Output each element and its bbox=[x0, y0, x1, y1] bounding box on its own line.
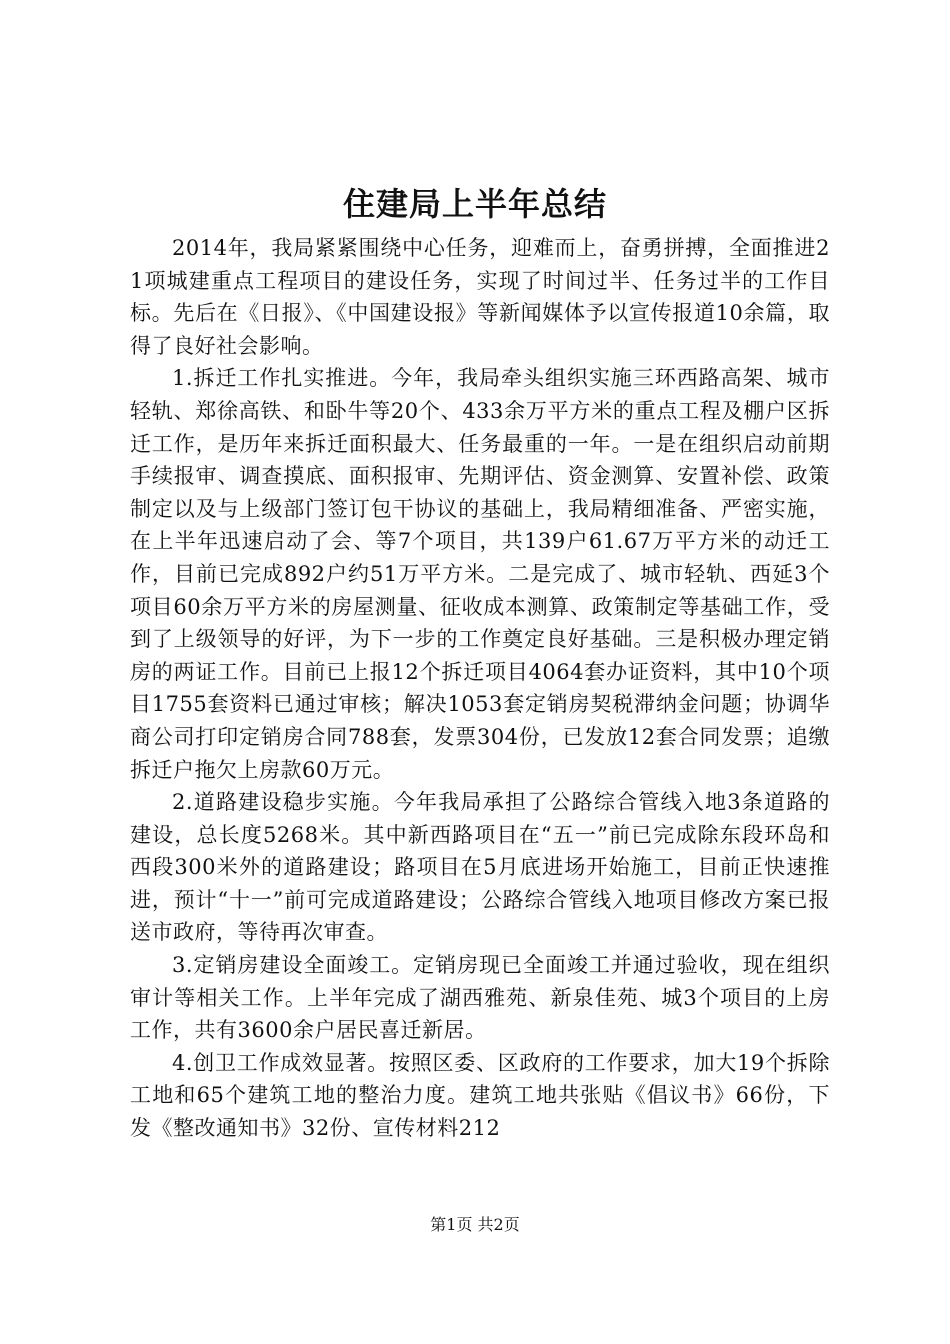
page-number-footer: 第1页 共2页 bbox=[430, 1215, 520, 1234]
paragraph-housing: 3.定销房建设全面竣工。定销房现已全面竣工并通过验收，现在组织审计等相关工作。上半年完成了湖西雅苑、新泉佳苑、城3个项目的上房工作，共有3600余户居民喜迁新居。 bbox=[130, 953, 830, 1043]
paragraph-intro: 2014年，我局紧紧围绕中心任务，迎难而上，奋勇拼搏，全面推进21项城建重点工程项目的建设任务，实现了时间过半、任务过半的工作目标。先后在《日报》、《中国建设报》等新闻媒体予以宣传报道10余篇，取得了良好社会影响。 bbox=[130, 236, 830, 358]
paragraph-demolition: 1.拆迁工作扎实推进。今年，我局牵头组织实施三环西路高架、城市轻轨、郑徐高铁、和卧牛等20个、433余万平方米的重点工程及棚户区拆迁工作，是历年来拆迁面积最大、任务最重的一年。一是在组织启动前期手续报审、调查摸底、面积报审、先期评估、资金测算、安置补偿、政策制定以及与上级部门签订包干协议的基础上，我局精细准备、严密实施，在上半年迅速启动了会、等7个项目，共139户61.67万平方米的动迁工作，目前已完成892户约51万平方米。二是完成了、城市轻轨、西延3个项目60余万平方米的房屋测量、征收成本测算、政策制定等基础工作，受到了上级领导的好评，为下一步的工作奠定良好基础。三是积极办理定销房的两证工作。目前已上报12个拆迁项目4064套办证资料，其中10个项目1755套资料已通过审核；解决1053套定销房契税滞纳金问题；协调华商公司打印定销房合同788套，发票304份，已发放12套合同发票；追缴拆迁户拖欠上房款60万元。 bbox=[130, 366, 830, 782]
document-body bbox=[130, 232, 830, 1145]
paragraph-road-construction: 2.道路建设稳步实施。今年我局承担了公路综合管线入地3条道路的建设，总长度5268米。其中新西路项目在“五一”前已完成除东段环岛和西段300米外的道路建设；路项目在5月底进场开始施工，目前正快速推进，预计“十一”前可完成道路建设；公路综合管线入地项目修改方案已报送市政府，等待再次审查。 bbox=[130, 790, 830, 945]
document-title: 住建局上半年总结 bbox=[342, 185, 607, 223]
paragraph-sanitation: 4.创卫工作成效显著。按照区委、区政府的工作要求，加大19个拆除工地和65个建筑工地的整治力度。建筑工地共张贴《倡议书》66份，下发《整改通知书》32份、宣传材料212 bbox=[130, 1050, 830, 1141]
